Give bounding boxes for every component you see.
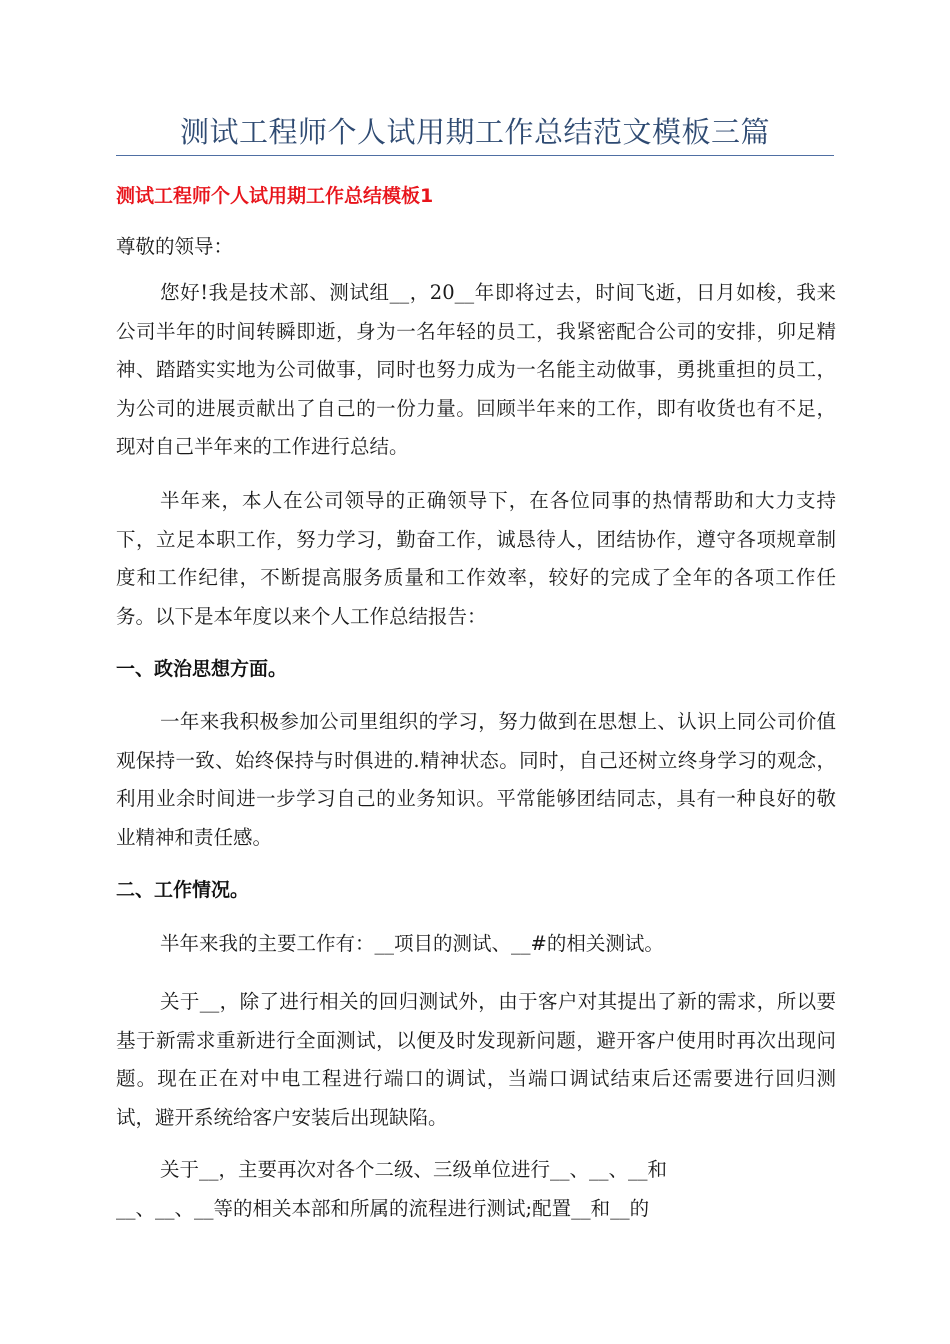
paragraph-intro: 您好!我是技术部、测试组__，20__年即将过去，时间飞逝，日月如梭，我来公司半年的时间转瞬即逝，身为一名年轻的员工，我紧密配合公司的安排，卯足精神、踏踏实实地为公司做事，同时也努力成为一名能主动做事，勇挑重担的员工，为公司的进展贡献出了自己的一份力量。回顾半年来的工作，即有收货也有不足，现对自己半年来的工作进行总结。 bbox=[116, 281, 836, 458]
paragraph-work-detail-1: 关于__，除了进行相关的回归测试外，由于客户对其提出了新的需求，所以要基于新需求重新进行全面测试，以便及时发现新问题，避开客户使用时再次出现问题。现在正在对中电工程进行端口的调试，当端口调试结束后还需要进行回归测试，避开系统给客户安装后出现缺陷。 bbox=[116, 990, 836, 1129]
paragraph-summary: 半年来，本人在公司领导的正确领导下，在各位同事的热情帮助和大力支持下，立足本职工作，努力学习，勤奋工作，诚恳待人，团结协作，遵守各项规章制度和工作纪律，不断提高服务质量和工作效率，较好的完成了全年的各项工作任务。以下是本年度以来个人工作总结报告： bbox=[116, 489, 836, 628]
subheading-work: 二、工作情况。 bbox=[116, 879, 250, 901]
document-title: 测试工程师个人试用期工作总结范文模板三篇 bbox=[179, 115, 770, 149]
paragraph-work-detail-2-line1: 关于__，主要再次对各个二级、三级单位进行__、__、__和 bbox=[160, 1158, 668, 1181]
paragraph-political: 一年来我积极参加公司里组织的学习，努力做到在思想上、认识上同公司价值观保持一致、始终保持与时俱进的.精神状态。同时，自己还树立终身学习的观念，利用业余时间进一步学习自己的业务知识。平常能够团结同志，具有一种良好的敬业精神和责任感。 bbox=[116, 710, 836, 849]
subheading-political: 一、政治思想方面。 bbox=[116, 658, 288, 680]
section-heading: 测试工程师个人试用期工作总结模板1 bbox=[116, 185, 434, 207]
paragraph-work-main: 半年来我的主要工作有：__项目的测试、__#的相关测试。 bbox=[160, 932, 664, 955]
title-underline bbox=[116, 155, 834, 156]
salutation: 尊敬的领导： bbox=[116, 235, 234, 258]
paragraph-work-detail-2-line2: __、__、__等的相关本部和所属的流程进行测试;配置__和__的 bbox=[116, 1197, 650, 1220]
